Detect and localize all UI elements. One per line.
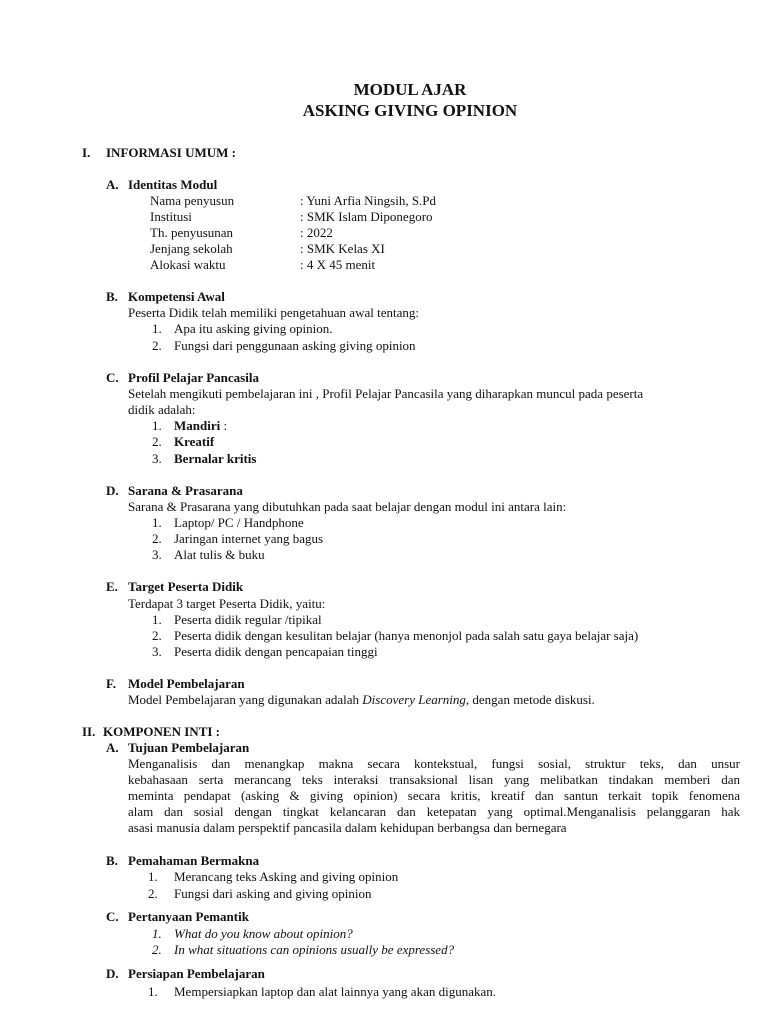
list-item: Jaringan internet yang bagus [174, 531, 324, 546]
subsection-letter: D. [106, 966, 119, 981]
section-2-heading: KOMPONEN INTI : [103, 724, 220, 739]
list-item: Laptop/ PC / Handphone [174, 515, 304, 530]
subsection-letter: C. [106, 370, 119, 385]
list-number: 1. [152, 418, 162, 433]
list-item: Fungsi dari penggunaan asking giving opinion [174, 338, 416, 353]
list-number: 1. [152, 612, 162, 627]
paragraph: Peserta Didik telah memiliki pengetahuan awal tentang: [128, 305, 419, 320]
list-number: 1. [148, 984, 158, 999]
list-number: 3. [152, 644, 162, 659]
list-number: 2. [152, 942, 162, 957]
justified-line: Menganalisis dan menangkap makna secara kontekstual, fungsi sosial, struktur teks, dan unsur [128, 756, 740, 771]
identity-label: Jenjang sekolah [150, 241, 233, 256]
subsection-heading: Profil Pelajar Pancasila [128, 370, 259, 385]
subsection-letter: C. [106, 909, 119, 924]
doc-title-line2: ASKING GIVING OPINION [302, 101, 518, 120]
subsection-heading: Pertanyaan Pemantik [128, 909, 249, 924]
list-number: 1. [148, 869, 158, 884]
subsection-heading: Model Pembelajaran [128, 676, 245, 691]
identity-label: Th. penyusunan [150, 225, 234, 240]
identity-value: : 4 X 45 menit [300, 257, 376, 272]
subsection-heading: Tujuan Pembelajaran [128, 740, 250, 755]
subsection-heading: Target Peserta Didik [128, 579, 244, 594]
list-item: Bernalar kritis [174, 451, 257, 466]
list-item: Merancang teks Asking and giving opinion [174, 869, 399, 884]
paragraph: Sarana & Prasarana yang dibutuhkan pada saat belajar dengan modul ini antara lain: [128, 499, 567, 514]
list-number: 2. [148, 886, 158, 901]
identity-value: : 2022 [300, 225, 333, 240]
section-2-number: II. [82, 724, 96, 739]
identity-value: : SMK Kelas XI [300, 241, 385, 256]
list-number: 3. [152, 451, 162, 466]
subsection-letter: D. [106, 483, 119, 498]
list-item-suffix: : [220, 418, 228, 433]
paragraph [128, 692, 595, 708]
subsection-letter: B. [106, 289, 118, 304]
identity-value: : Yuni Arfia Ningsih, S.Pd [300, 193, 437, 208]
justified-line: meminta pendapat (asking & giving opinion) secara kritis, kreatif dan santun terkait topik fenomena [128, 788, 740, 803]
list-item: Peserta didik regular /tipikal [174, 612, 322, 627]
section-1-heading: INFORMASI UMUM : [106, 145, 236, 160]
subsection-heading: Sarana & Prasarana [128, 483, 243, 498]
identity-label: Alokasi waktu [150, 257, 226, 272]
list-number: 3. [152, 547, 162, 562]
identity-label: Nama penyusun [150, 193, 235, 208]
paragraph: didik adalah: [128, 402, 196, 417]
subsection-letter: A. [106, 740, 119, 755]
paragraph-text: Model Pembelajaran yang digunakan adalah [128, 692, 363, 707]
doc-title-line1: MODUL AJAR [353, 80, 467, 99]
list-number: 2. [152, 434, 162, 449]
subsection-heading: Identitas Modul [128, 177, 218, 192]
justified-line: kebahasaan serta merancang teks interaksi transaksional lisan yang melibatkan tindakan memberi dan [128, 772, 740, 787]
list-item: Alat tulis & buku [174, 547, 265, 562]
subsection-letter: A. [106, 177, 119, 192]
paragraph: Terdapat 3 target Peserta Didik, yaitu: [128, 596, 326, 611]
list-item: Mempersiapkan laptop dan alat lainnya yang akan digunakan. [174, 984, 497, 999]
list-item: Kreatif [174, 434, 215, 449]
list-number: 2. [152, 628, 162, 643]
identity-label: Institusi [150, 209, 192, 224]
justified-line: alam dan sosial dengan tingkat kelancaran dan ketepatan yang optimal.Menganalisis pelanggaran hak [128, 804, 740, 819]
paragraph-text: dengan metode diskusi. [469, 692, 595, 707]
list-number: 1. [152, 926, 162, 941]
list-number: 2. [152, 531, 162, 546]
paragraph: Setelah mengikuti pembelajaran ini , Profil Pelajar Pancasila yang diharapkan muncul pada peserta [128, 386, 644, 401]
identity-value: : SMK Islam Diponegoro [300, 209, 433, 224]
emphasis-text: Discovery Learning, [362, 692, 470, 707]
list-number: 2. [152, 338, 162, 353]
subsection-letter: F. [106, 676, 116, 691]
list-item: Mandiri [174, 418, 221, 433]
subsection-heading: Pemahaman Bermakna [128, 853, 260, 868]
list-item: Fungsi dari asking and giving opinion [174, 886, 372, 901]
section-1-number: I. [82, 145, 91, 160]
paragraph-last-line: asasi manusia dalam perspektif pancasila dalam kehidupan berbangsa dan bernegara [128, 820, 567, 835]
list-number: 1. [152, 515, 162, 530]
list-item: Peserta didik dengan kesulitan belajar (hanya menonjol pada salah satu gaya belajar saja) [174, 628, 639, 643]
list-number: 1. [152, 321, 162, 336]
subsection-heading: Kompetensi Awal [128, 289, 225, 304]
question-item: What do you know about opinion? [174, 926, 353, 941]
list-item: Apa itu asking giving opinion. [174, 321, 333, 336]
subsection-letter: B. [106, 853, 118, 868]
list-item: Peserta didik dengan pencapaian tinggi [174, 644, 378, 659]
subsection-heading: Persiapan Pembelajaran [128, 966, 265, 981]
question-item: In what situations can opinions usually be expressed? [174, 942, 455, 957]
subsection-letter: E. [106, 579, 118, 594]
